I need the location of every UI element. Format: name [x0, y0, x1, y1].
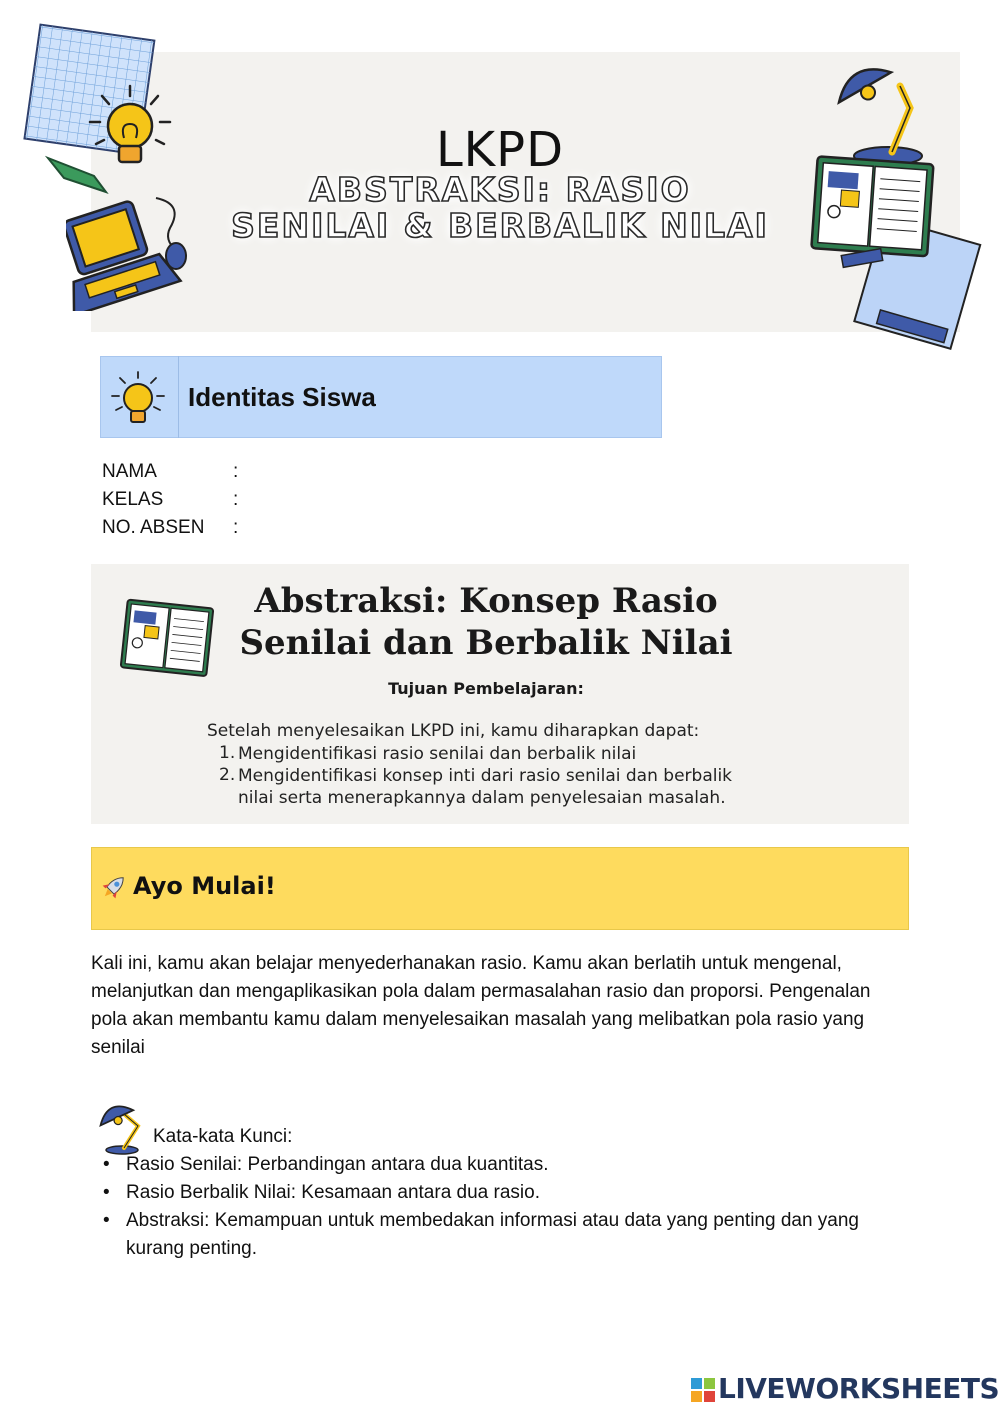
field-label-no-absen: NO. ABSEN — [102, 517, 205, 538]
liveworksheets-logo[interactable] — [690, 1372, 1000, 1408]
list-item: • Abstraksi: Kemampuan untuk membedakan informasi atau data yang penting dan yang kurang penting. — [100, 1207, 870, 1263]
list-item: • Rasio Senilai: Perbandingan antara dua kuantitas. — [100, 1151, 870, 1179]
brand-name: LIVEWORKSHEETS — [718, 1372, 1000, 1405]
abstraksi-title-line-2: Senilai dan Berbalik Nilai — [239, 623, 733, 663]
desk-lamp-icon — [94, 1096, 150, 1156]
tujuan-label: Tujuan Pembelajaran: — [388, 679, 584, 698]
field-colon: : — [233, 461, 239, 482]
kata-kunci-list — [100, 1151, 870, 1263]
page-title: LKPD — [435, 122, 565, 178]
abstraksi-title — [200, 580, 772, 664]
abstraksi-title-line-1: Abstraksi: Konsep Rasio — [254, 581, 718, 621]
objective-text: Mengidentifikasi rasio senilai dan berbalik nilai — [238, 744, 637, 764]
subtitle-line-2: SENILAI & BERBALIK NILAI — [231, 206, 769, 245]
identitas-divider — [178, 356, 179, 438]
liveworksheets-mark-icon — [690, 1377, 716, 1403]
field-label-kelas: KELAS — [102, 489, 164, 510]
field-label-nama: NAMA — [102, 461, 157, 482]
objective-number: 1. — [219, 743, 236, 763]
field-colon: : — [233, 517, 239, 538]
tujuan-intro: Setelah menyelesaikan LKPD ini, kamu diharapkan dapat: — [207, 721, 700, 741]
objective-text: Mengidentifikasi konsep inti dari rasio senilai dan berbalik nilai serta menerapkannya dalam penyelesaian masalah. — [238, 766, 733, 808]
rocket-icon — [99, 872, 129, 902]
kata-kunci-label: Kata-kata Kunci: — [153, 1126, 293, 1147]
identitas-header-box — [100, 356, 662, 438]
field-colon: : — [233, 489, 239, 510]
list-item: • Rasio Berbalik Nilai: Kesamaan antara dua rasio. — [100, 1179, 870, 1207]
lightbulb-icon — [108, 368, 168, 428]
objective-number: 2. — [219, 765, 236, 785]
ayo-mulai-title: Ayo Mulai! — [133, 872, 276, 900]
page-subtitle — [0, 172, 1000, 244]
identitas-title: Identitas Siswa — [188, 382, 376, 412]
subtitle-line-1: ABSTRAKSI: RASIO — [309, 170, 691, 209]
intro-paragraph: Kali ini, kamu akan belajar menyederhanakan rasio. Kamu akan berlatih untuk mengenal, melanjutkan dan mengaplikasikan pola dalam permasalahan rasio dan proporsi. Pengenalan pola akan membantu kamu dalam menyelesaikan masalah yang melibatkan pola rasio yang senilai — [91, 953, 871, 1058]
